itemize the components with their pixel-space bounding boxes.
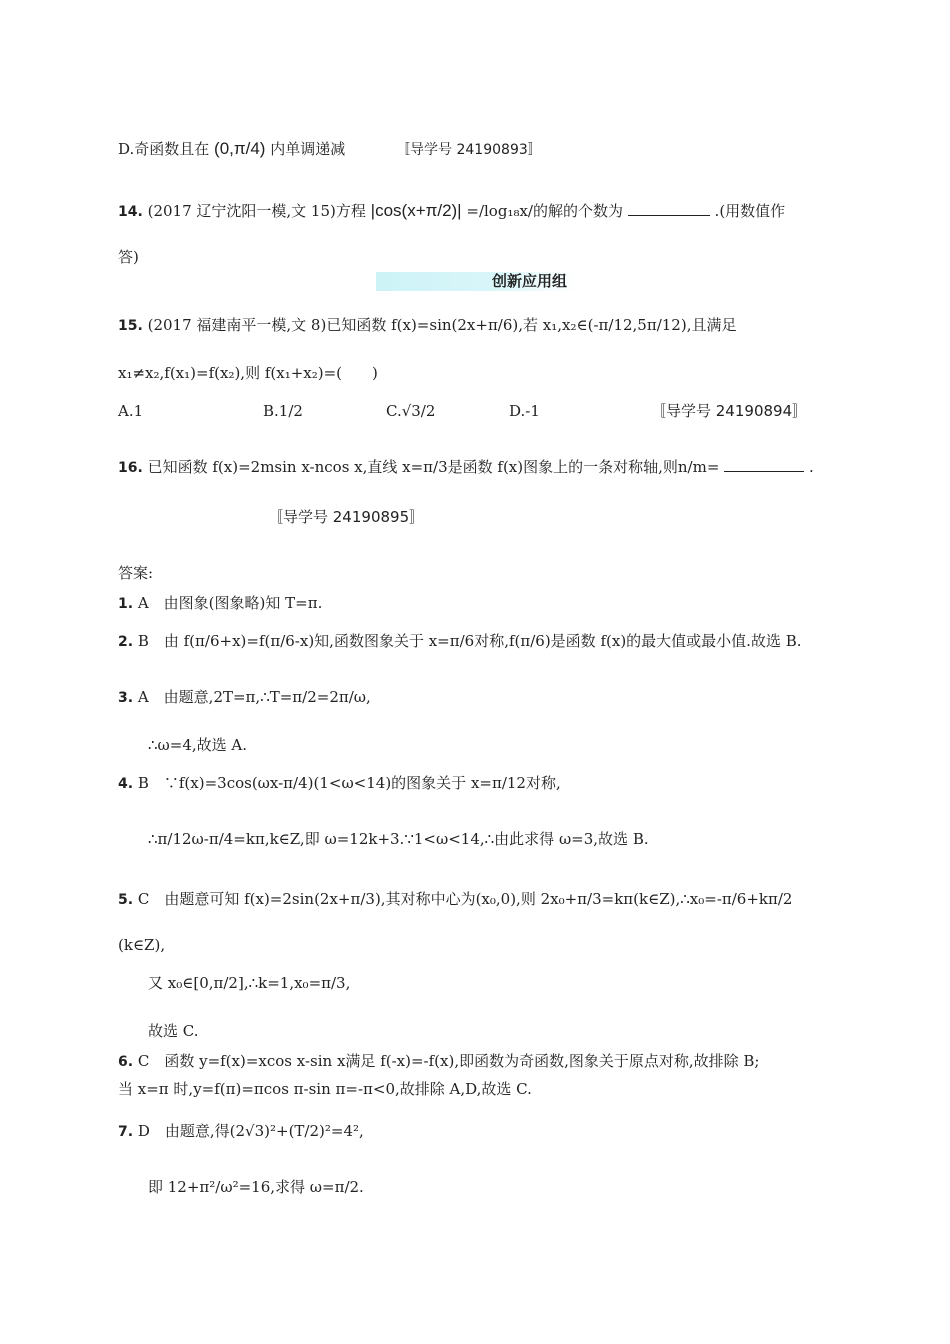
q15-ref: 〚导学号 24190894〛 [651, 402, 808, 420]
q16-line-1 [118, 456, 840, 479]
answer-text: ∴ω=4,故选 A. [148, 736, 248, 754]
answer-3-cont [148, 734, 840, 756]
answer-text: 即 12+π²/ω²=16,求得 ω=π/2. [148, 1178, 364, 1196]
q15-option-a: A.1 [118, 402, 144, 420]
answer-text: B 由 f(π/6+x)=f(π/6-x)知,函数图象关于 x=π/6对称,f(π/6)是函数 f(x)的最大值或最小值.故选 B. [137, 632, 802, 650]
q14-text-d: 答) [118, 248, 139, 266]
answer-number: 3. [118, 690, 134, 706]
answer-text: B ∵f(x)=3cos(ωx-π/4)(1<ω<14)的图象关于 x=π/12对称, [137, 774, 561, 792]
answer-text: A 由图象(图象略)知 T=π. [137, 594, 323, 612]
answer-4 [118, 772, 840, 795]
answer-6-cont [118, 1078, 840, 1100]
answer-1 [118, 592, 840, 615]
answer-number: 4. [118, 776, 134, 792]
q13-d-interval: (0,π/4) [214, 139, 266, 158]
q15-option-d: D.-1 [509, 402, 540, 420]
answer-text: A 由题意,2T=π,∴T=π/2=2π/ω, [137, 688, 371, 706]
section-title: 创新应用组 [492, 272, 568, 290]
answer-text: 又 x₀∈[0,π/2],∴k=1,x₀=π/3, [148, 974, 351, 992]
answer-2 [118, 630, 840, 653]
q13-d-ref: 〚导学号 24190893〛 [396, 142, 542, 158]
q14-number: 14. [118, 204, 143, 220]
q13-d-text-b: 内单调递减 [270, 140, 346, 158]
answer-number: 1. [118, 596, 134, 612]
q15-text-b: x₁≠x₂,f(x₁)=f(x₂),则 f(x₁+x₂)=( ) [118, 364, 378, 382]
answer-5-cont-2 [148, 972, 840, 994]
q13-d-text-a: D.奇函数且在 [118, 140, 210, 158]
answer-number: 7. [118, 1124, 134, 1140]
answer-5-cont-3 [148, 1020, 840, 1042]
q16-number: 16. [118, 460, 143, 476]
answer-5-cont-1 [118, 934, 840, 956]
q13-option-d [118, 138, 840, 161]
q16-answer-blank [724, 457, 804, 472]
q16-ref: 〚导学号 24190895〛 [268, 508, 425, 526]
answer-number: 2. [118, 634, 134, 650]
answer-7-cont [148, 1176, 840, 1198]
q14-answer-blank [628, 201, 710, 216]
answer-text: 当 x=π 时,y=f(π)=πcos π-sin π=-π<0,故排除 A,D,故选 C. [118, 1080, 532, 1098]
q14-text-a: (2017 辽宁沈阳一模,文 15)方程 [147, 202, 366, 220]
q14-text-c: .(用数值作 [714, 202, 786, 220]
answer-text: D 由题意,得(2√3)²+(T/2)²=4², [137, 1122, 364, 1140]
q14-expression: |cos(x+π/2)| [370, 201, 462, 220]
answer-number: 5. [118, 892, 134, 908]
q14-line-2 [118, 246, 840, 268]
q15-option-b: B.1/2 [263, 402, 303, 420]
answer-7 [118, 1120, 840, 1143]
q15-number: 15. [118, 318, 143, 334]
answer-5 [118, 888, 840, 911]
q14-line-1 [118, 200, 840, 223]
q15-option-c: C.√3/2 [386, 402, 436, 420]
answer-text: 故选 C. [148, 1022, 199, 1040]
q16-text-a: 已知函数 f(x)=2msin x-ncos x,直线 x=π/3是函数 f(x)图象上的一条对称轴,则n/m= [147, 458, 720, 476]
q14-text-b: =/log₁₈x/的解的个数为 [466, 202, 623, 220]
q15-line-1 [118, 314, 840, 337]
answer-6 [118, 1050, 840, 1073]
answer-text: C 函数 y=f(x)=xcos x-sin x满足 f(-x)=-f(x),即函数为奇函数,图象关于原点对称,故排除 B; [137, 1052, 760, 1070]
answer-text: (k∈Z), [118, 936, 166, 954]
q15-text-a: (2017 福建南平一模,文 8)已知函数 f(x)=sin(2x+π/6),若 x₁,x₂∈(-π/12,5π/12),且满足 [147, 316, 737, 334]
answer-text: C 由题意可知 f(x)=2sin(2x+π/3),其对称中心为(x₀,0),则 2x₀+π/3=kπ(k∈Z),∴x₀=-π/6+kπ/2 [137, 890, 793, 908]
answer-3 [118, 686, 840, 709]
q16-text-b: . [808, 458, 814, 476]
answer-text: ∴π/12ω-π/4=kπ,k∈Z,即 ω=12k+3.∵1<ω<14,∴由此求得 ω=3,故选 B. [148, 830, 649, 848]
answer-4-cont [148, 828, 840, 850]
answer-number: 6. [118, 1054, 134, 1070]
q15-line-2 [118, 362, 840, 384]
answers-heading: 答案: [118, 564, 154, 582]
